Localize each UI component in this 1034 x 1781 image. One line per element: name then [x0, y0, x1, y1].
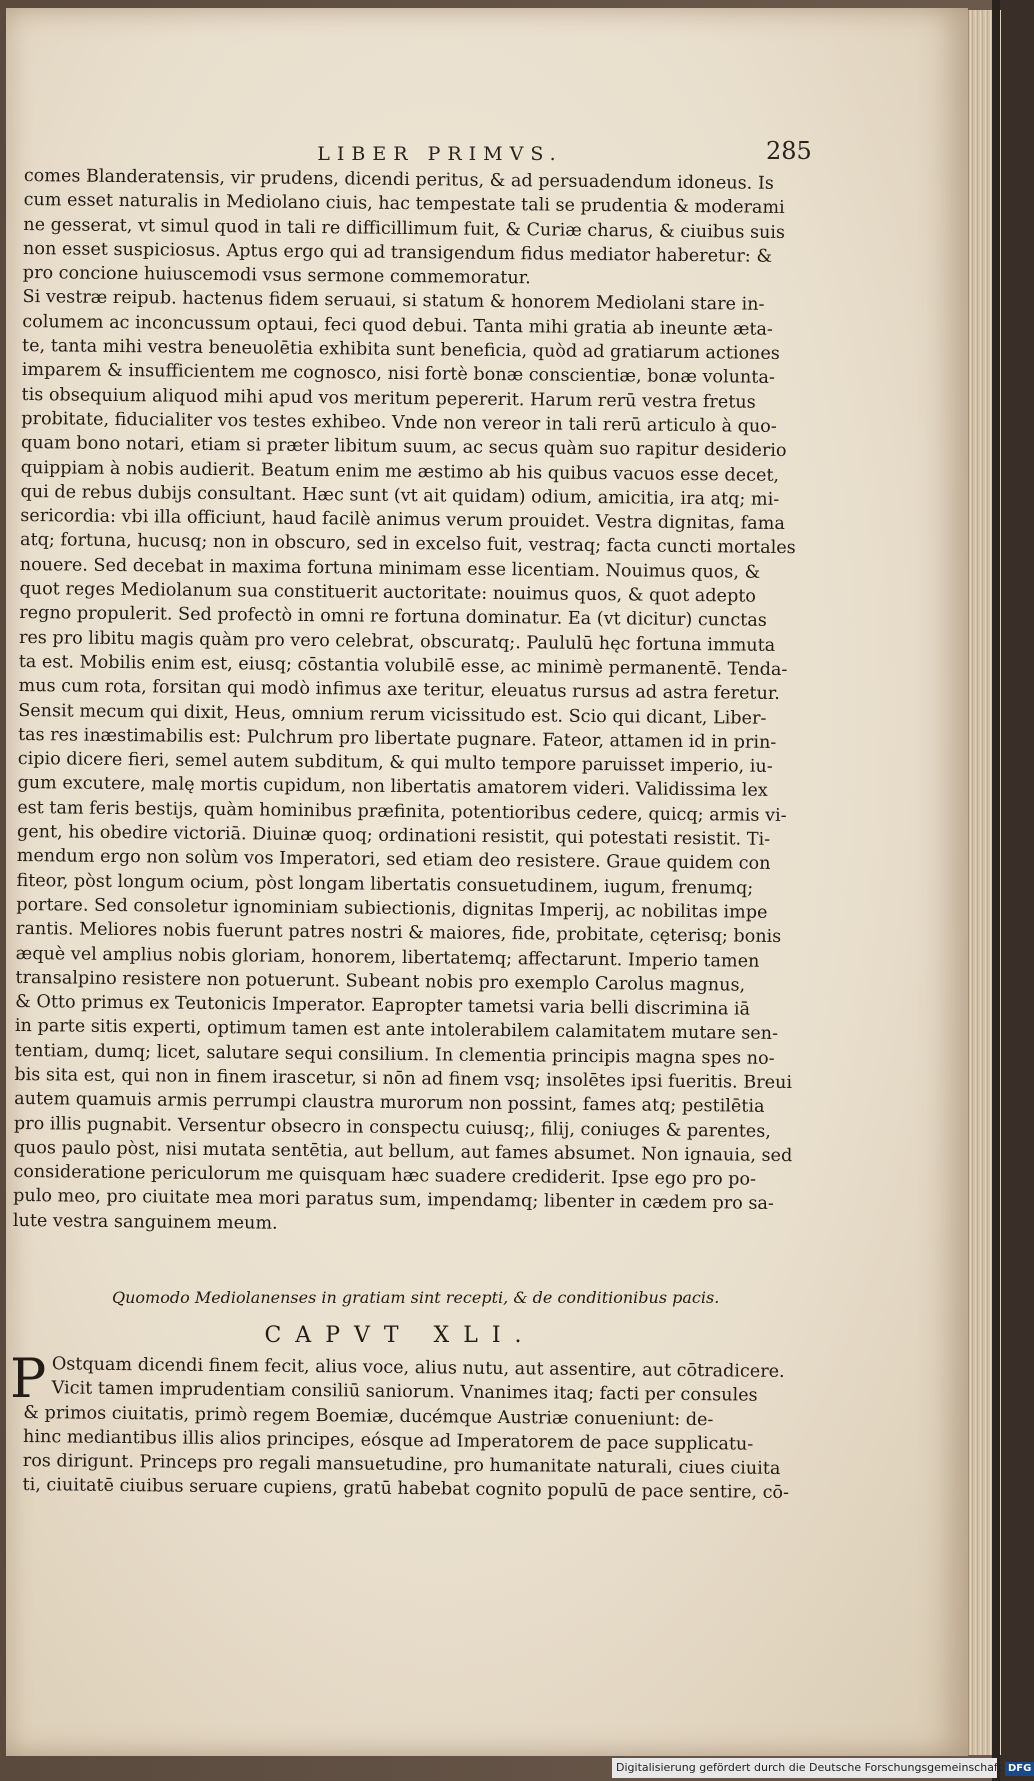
book-cover-edge — [992, 0, 1000, 1781]
text-line: est tam feris bestijs, quàm hominibus præfinita, potentioribus cedere, quicq; armis vi- — [17, 797, 787, 826]
text-line: & primos ciuitatis, primò regem Boemiæ, ducémque Austriæ conueniunt: de- — [23, 1402, 714, 1430]
text-line: rantis. Meliores nobis fuerunt patres nostri & maiores, fide, probitate, cęterisq; bonis — [15, 919, 782, 948]
text-line: pulo meo, pro ciuitate mea mori paratus sum, impendamq; libenter in cædem pro sa- — [13, 1186, 774, 1215]
text-line: quos paulo pòst, nisi mutata sentētia, aut bellum, aut fames absumet. Non ignauia, sed — [13, 1137, 793, 1166]
text-line: pro concione huiuscemodi vsus sermone commemoratur. — [22, 263, 531, 289]
text-line: tas res inæstimabilis est: Pulchrum pro libertate pugnare. Fateor, attamen id in prin- — [17, 724, 777, 753]
text-line: sericordia: vbi illa officiunt, haud facilè animus verum prouidet. Vestra dignitas, fama — [20, 506, 785, 535]
text-line: ti, ciuitatē ciuibus seruare cupiens, gratū habebat cognito populū de pace sentire, cō- — [22, 1475, 790, 1504]
text-line: non esset suspiciosus. Aptus ergo qui ad transigendum fidus mediator haberetur: & — [23, 238, 773, 267]
text-line: ta est. Mobilis enim est, eiusq; cōstantia volubilē esse, ac minimè permanentē. Tenda- — [18, 651, 788, 680]
text-line: consideratione periculorum me quisquam hæc suadere crediderit. Ipse ego pro po- — [13, 1162, 757, 1190]
text-line: cum esset naturalis in Mediolano ciuis, hac tempestate tali se prudentia & moderami — [23, 190, 785, 219]
text-line: gum excutere, malę mortis cupidum, non libertatis amatorem videri. Validissima lex — [17, 773, 768, 802]
text-line: portare. Sed consoletur ignominiam subiectionis, dignitas Imperij, ac nobilitas impe — [16, 894, 768, 923]
text-line: ne gesserat, vt simul quod in tali re difficillimum fuit, & Curiæ charus, & ciuibus suis — [23, 214, 786, 243]
running-head: LIBER PRIMVS. — [317, 143, 563, 165]
text-line: lute vestra sanguinem meum. — [12, 1210, 278, 1234]
text-line: res pro libitu magis quàm pro vero celebrat, obscuratq;. Paululū hęc fortuna immuta — [18, 627, 776, 656]
page-number: 285 — [766, 137, 812, 165]
text-line: in parte sitis experti, optimum tamen est ante intolerabilem calamitatem mutare sen- — [14, 1016, 779, 1045]
text-line: bis sita est, qui non in finem irascetur, si nōn ad finem vsq; insolētes ipsi fueritis. Breui — [14, 1064, 793, 1094]
text-line: cipio dicere fieri, semel autem subditum, & qui multo tempore paruisset imperio, iu- — [17, 749, 773, 777]
digitization-footer — [612, 1758, 1032, 1778]
text-line: te, tanta mihi vestra beneuolētia exhibita sunt beneficia, quòd ad gratiarum actiones — [21, 336, 780, 365]
text-line: quippiam à nobis audierit. Beatum enim me æstimo ab his quibus vacuos esse decet, — [20, 457, 780, 486]
text-line: æquè vel amplius nobis gloriam, honorem, libertatemq; affectarunt. Imperio tamen — [15, 943, 760, 972]
text-line: autem quamuis armis perrumpi claustra murorum non possint, fames atq; pestilētia — [14, 1089, 765, 1118]
text-line: fiteor, pòst longum ocium, pòst longam libertatis consuetudinem, iugum, frenumq; — [16, 870, 754, 899]
text-line: ros dirigunt. Princeps pro regali mansuetudine, pro humanitate naturali, ciues ciuita — [22, 1451, 781, 1480]
text-line: atq; fortuna, hucusq; non in obscuro, sed in excelso fuit, vestraq; facta cuncti mortales — [19, 530, 796, 559]
chapter-text — [22, 1352, 803, 1506]
chapter-title: CAPVT XLI. — [264, 1323, 536, 1348]
drop-capital: P — [10, 1347, 47, 1410]
footer-text: Digitalisierung gefördert durch die Deutsche Forschungsgemeinschaft — [616, 1761, 1002, 1774]
text-line: quam bono notari, etiam si præter libitum suum, ac secus quàm suo rapitur desiderio — [20, 433, 787, 462]
text-line: tentiam, dumq; licet, salutare sequi consilium. In clementia principis magna spes no- — [14, 1040, 775, 1069]
text-line: comes Blanderatensis, vir prudens, dicendi peritus, & ad persuadendum idoneus. Is — [23, 165, 774, 194]
text-line: tis obsequium aliquod mihi apud vos meritum pepererit. Harum rerū vestra fretus — [21, 384, 756, 413]
text-line: transalpino resistere non potuerunt. Subeant nobis pro exemplo Carolus magnus, — [15, 967, 746, 996]
dfg-logo: DFG — [1005, 1762, 1034, 1776]
text-line: hinc mediantibus illis alios principes, eósque ad Imperatorem de pace supplicatu- — [23, 1426, 754, 1455]
text-line: pro illis pugnabit. Versentur obsecro in conspectu cuiusq;, filij, coniuges & parentes, — [13, 1113, 772, 1142]
text-line: mendum ergo non solùm vos Imperatori, sed etiam deo resistere. Graue quidem con — [16, 846, 771, 875]
text-line: columem ac inconcussum optaui, feci quod debui. Tanta mihi gratia ab ineunte æta- — [22, 311, 774, 340]
body-text — [13, 164, 804, 1241]
text-line: nouere. Sed decebat in maxima fortuna minimam esse licentiam. Nouimus quos, & — [19, 554, 761, 583]
text-line: probitate, fiducialiter vos testes exhibeo. Vnde non vereor in tali rerū articulo à quo- — [21, 408, 777, 437]
text-line: Ostquam dicendi finem fecit, alius voce, alius nutu, aut assentire, aut cōtradicere. — [51, 1354, 785, 1382]
text-line: mus cum rota, forsitan qui modò infimus axe teritur, eleuatus rursus ad astra feretur. — [18, 676, 781, 705]
section-heading: Quomodo Mediolanenses in gratiam sint recepti, & de conditionibus pacis. — [112, 1288, 720, 1307]
text-line: Sensit mecum qui dixit, Heus, omnium rerum vicissitudo est. Scio qui dicant, Liber- — [18, 700, 767, 729]
text-line: regno propulerit. Sed profectò in omni re fortuna dominatur. Ea (vt dicitur) cunctas — [19, 603, 767, 632]
text-line: quot reges Mediolanum sua constituerit auctoritate: nouimus quos, & quot adepto — [19, 579, 757, 607]
text-line: & Otto primus ex Teutonicis Imperator. Eapropter tametsi varia belli discrimina iā — [15, 992, 751, 1020]
text-line: imparem & insufficientem me cognosco, nisi fortè bonæ conscientiæ, bonæ volunta- — [21, 360, 775, 389]
text-line: Vicit tamen imprudentiam consiliū saniorum. Vnanimes itaq; facti per consules — [51, 1378, 758, 1406]
text-line: qui de rebus dubijs consultant. Hæc sunt (vt ait quidam) odium, amicitia, ira atq; mi- — [20, 481, 780, 510]
text-line: gent, his obedire victoriā. Diuinæ quoq; ordinationi resistit, qui potestati resistit. Ti- — [16, 821, 771, 850]
text-line: Si vestræ reipub. hactenus fidem seruaui, si statum & honorem Mediolani stare in- — [22, 287, 765, 316]
